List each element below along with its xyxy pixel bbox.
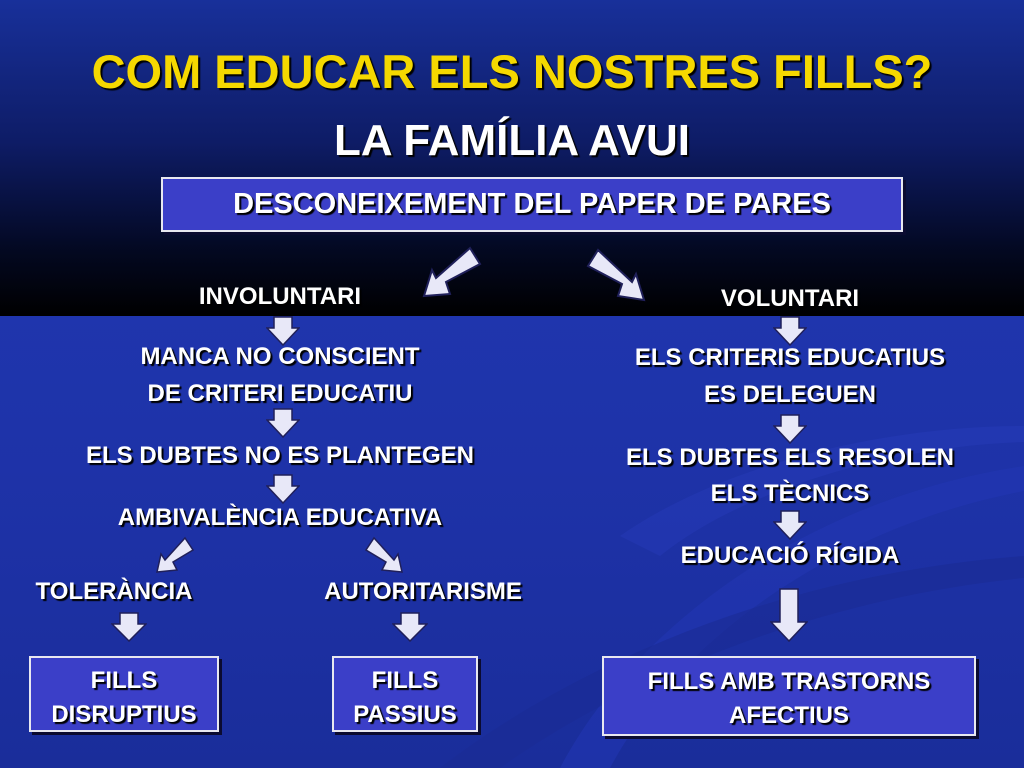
involuntari-step1-line2: DE CRITERI EDUCATIU	[147, 380, 413, 407]
arrow-down-right-icon	[364, 536, 404, 574]
result-line: FILLS AMB TRASTORNS	[647, 668, 931, 695]
arrow-down-icon	[392, 612, 428, 642]
slide-subtitle: LA FAMÍLIA AVUI	[333, 116, 691, 165]
arrow-down-icon	[773, 510, 807, 540]
arrow-down-right-icon	[586, 248, 648, 304]
voluntari-step2-line2: ELS TÈCNICS	[710, 480, 870, 507]
root-box: DESCONEIXEMENT DEL PAPER DE PARES	[161, 177, 903, 232]
arrow-down-icon	[111, 612, 147, 642]
branch-tolerancia: TOLERÀNCIA	[35, 578, 193, 605]
involuntari-step2: ELS DUBTES NO ES PLANTEGEN	[85, 442, 475, 469]
involuntari-step1-line1: MANCA NO CONSCIENT	[140, 343, 420, 370]
voluntari-step2-line1: ELS DUBTES ELS RESOLEN	[625, 444, 955, 471]
voluntari-label: VOLUNTARI	[720, 285, 860, 312]
result-fills-amb-trastorns	[602, 656, 976, 736]
arrow-down-left-icon	[155, 536, 195, 574]
slide-title: COM EDUCAR ELS NOSTRES FILLS?	[91, 45, 933, 98]
result-fills-passius	[332, 656, 478, 732]
result-fills-disruptius	[29, 656, 219, 732]
branch-autoritarisme: AUTORITARISME	[324, 578, 522, 605]
result-line: PASSIUS	[353, 701, 457, 728]
voluntari-step1-line2: ES DELEGUEN	[703, 381, 877, 408]
result-line: FILLS	[371, 667, 439, 694]
result-line: DISRUPTIUS	[51, 701, 197, 728]
voluntari-step3: EDUCACIÓ RÍGIDA	[680, 542, 900, 569]
result-line: FILLS	[90, 667, 158, 694]
result-line: AFECTIUS	[729, 702, 849, 729]
voluntari-step1-line1: ELS CRITERIS EDUCATIUS	[634, 344, 946, 371]
arrow-down-icon	[770, 588, 808, 642]
involuntari-label: INVOLUNTARI	[198, 283, 362, 310]
involuntari-step3: AMBIVALÈNCIA EDUCATIVA	[117, 504, 443, 531]
arrow-down-icon	[266, 408, 300, 438]
